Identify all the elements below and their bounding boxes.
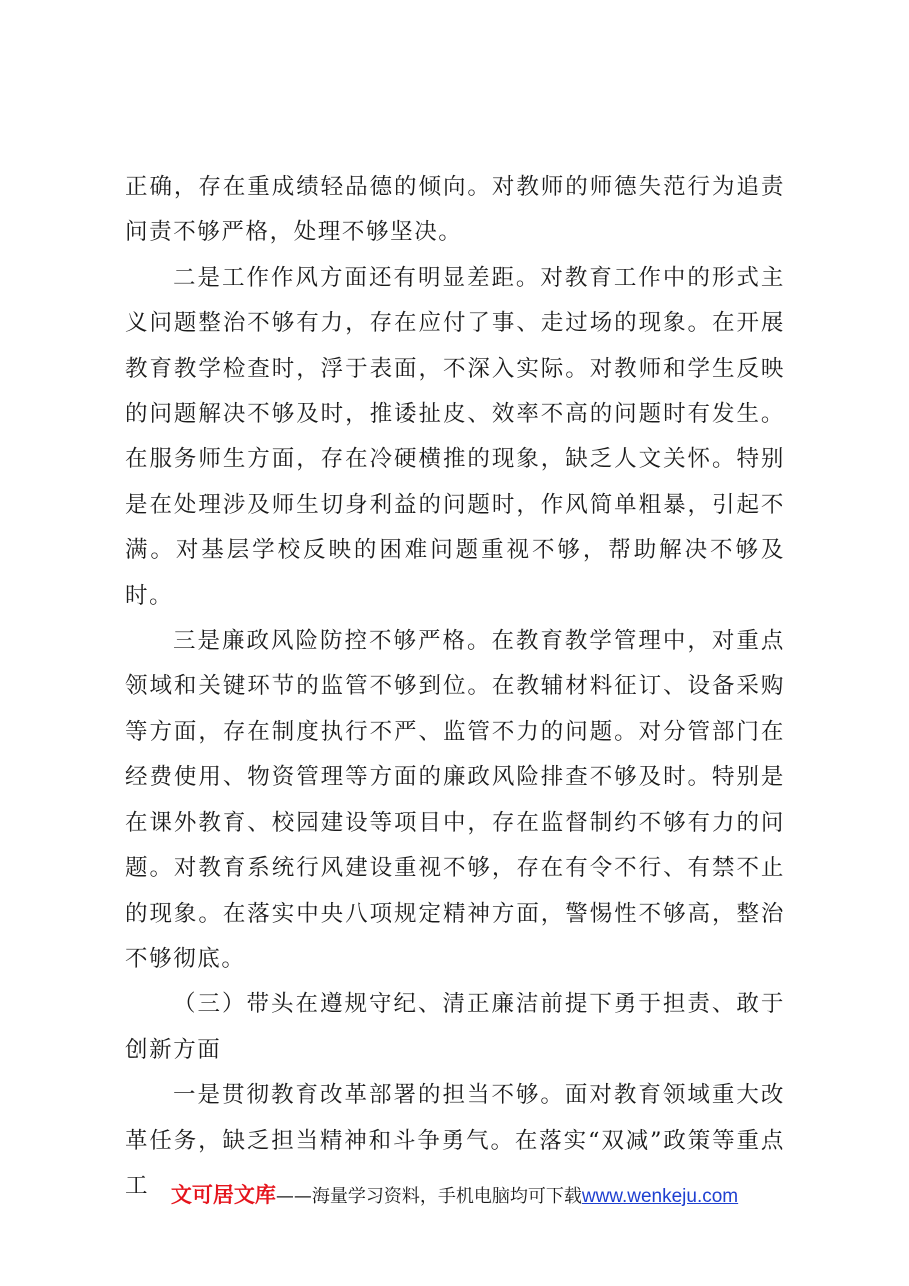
footer-brand: 文可居文库	[170, 1183, 276, 1207]
paragraph-1: 正确，存在重成绩轻品德的倾向。对教师的师德失范行为追责问责不够严格，处理不够坚决。	[125, 174, 785, 246]
footer-banner	[0, 1178, 909, 1212]
footer-url-link[interactable]: www.wenkeju.com	[581, 1186, 739, 1207]
paragraph-3: 三是廉政风险防控不够严格。在教育教学管理中，对重点领域和关键环节的监管不够到位。在教辅材料征订、设备采购等方面，存在制度执行不严、监管不力的问题。对分管部门在经费使用、物资管理等方面的廉政风险排查不够及时。特别是在课外教育、校园建设等项目中，存在监督制约不够有力的问题。对教育系统行风建设重视不够，存在有令不行、有禁不止的现象。在落实中央八项规定精神方面，警惕性不够高，整治不够彻底。	[125, 628, 785, 972]
paragraph-2: 二是工作作风方面还有明显差距。对教育工作中的形式主义问题整治不够有力，存在应付了事、走过场的现象。在开展教育教学检查时，浮于表面，不深入实际。对教师和学生反映的问题解决不够及时，推诿扯皮、效率不高的问题时有发生。在服务师生方面，存在冷硬横推的现象，缺乏人文关怀。特别是在处理涉及师生切身利益的问题时，作风简单粗暴，引起不满。对基层学校反映的困难问题重视不够，帮助解决不够及时。	[125, 264, 785, 609]
document-body	[125, 165, 785, 1209]
paragraph-4: 一是贯彻教育改革部署的担当不够。面对教育领域重大改革任务，缺乏担当精神和斗争勇气。在落实“双减”政策等重点工	[125, 1082, 785, 1199]
section-heading: （三）带头在遵规守纪、清正廉洁前提下勇于担责、敢于创新方面	[125, 991, 785, 1063]
footer-tagline: ——海量学习资料，手机电脑均可下载	[275, 1186, 582, 1207]
